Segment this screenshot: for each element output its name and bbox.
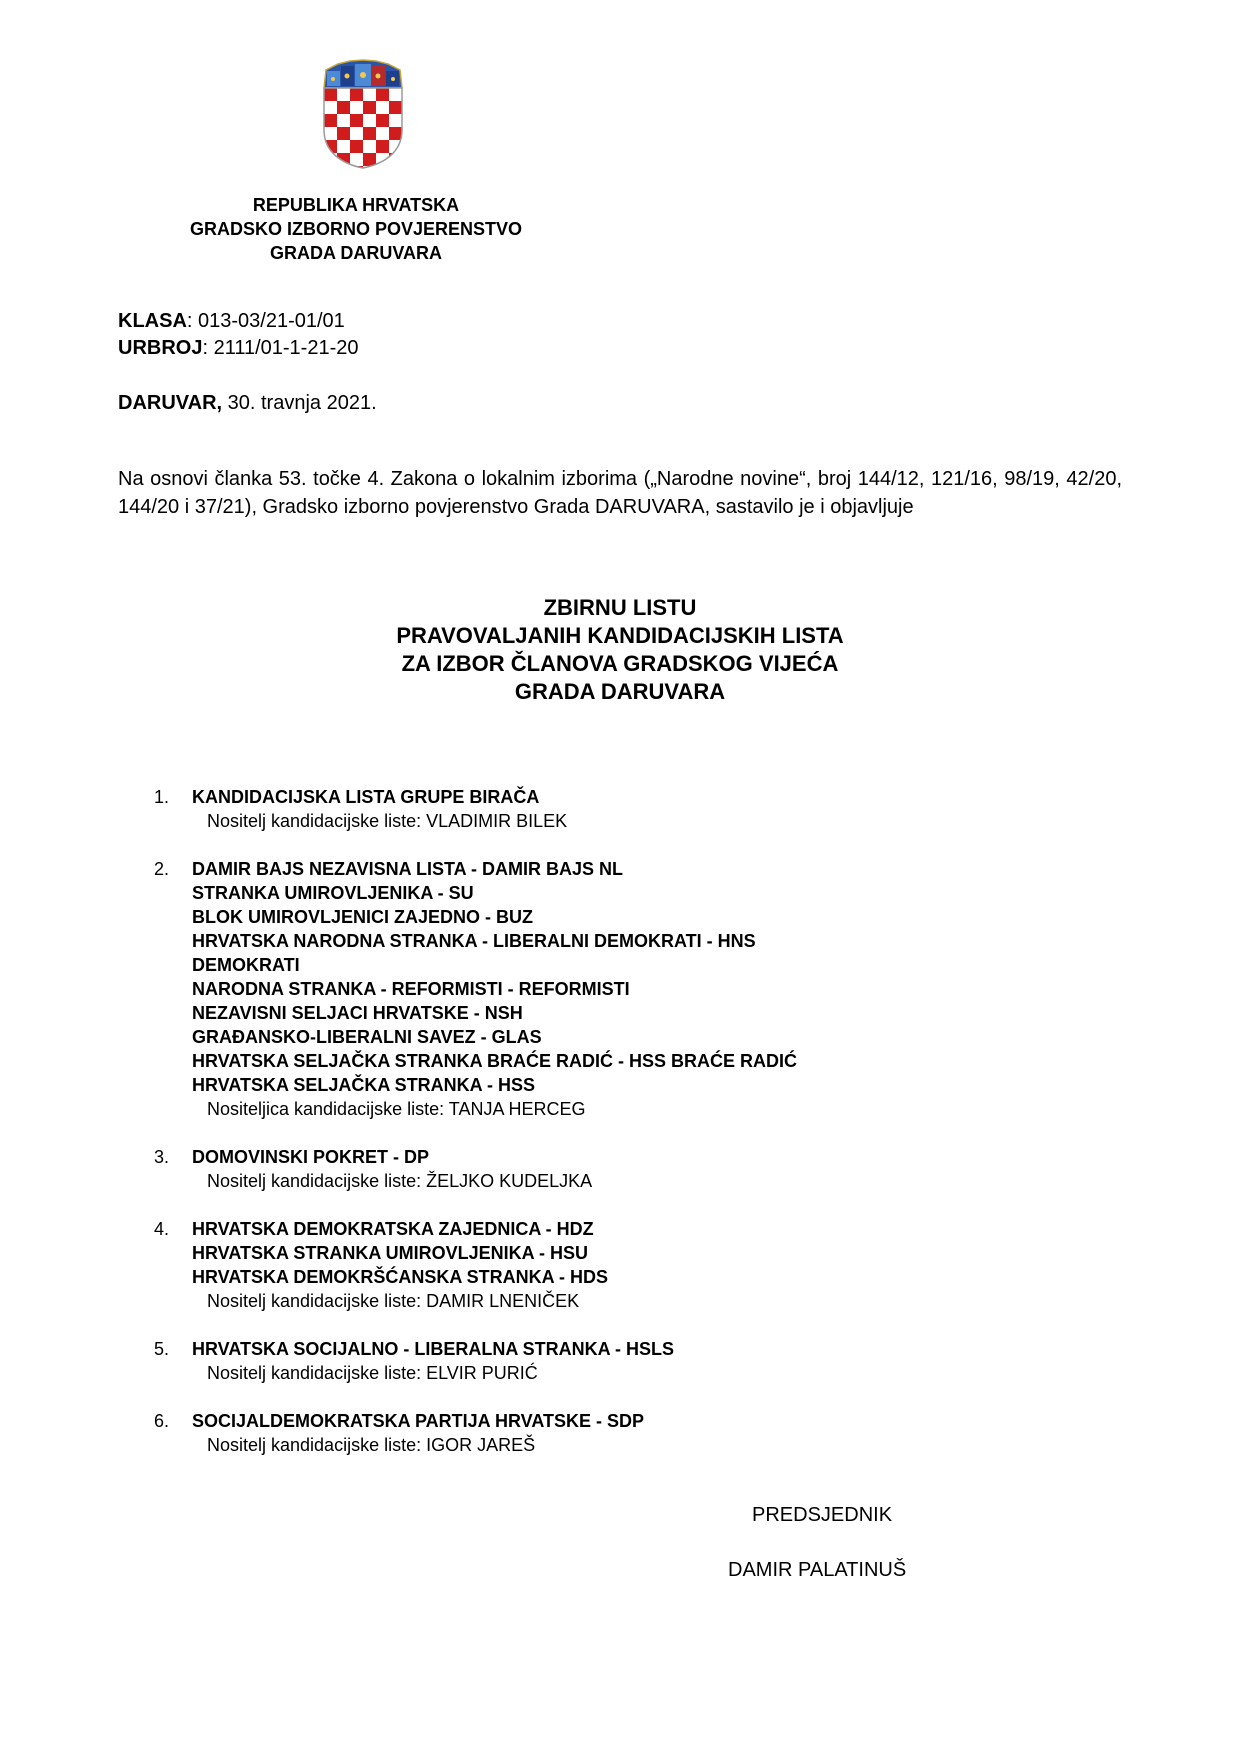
party-name: HRVATSKA DEMOKRATSKA ZAJEDNICA - HDZ — [192, 1219, 594, 1239]
list-number: 4. — [154, 1219, 170, 1239]
list-carrier: Nositelj kandidacijske liste: VLADIMIR BILEK — [207, 811, 568, 831]
list-carrier: Nositeljica kandidacijske liste: TANJA HERCEG — [207, 1099, 586, 1119]
party-name: GRAĐANSKO-LIBERALNI SAVEZ - GLAS — [192, 1027, 542, 1047]
klasa-value: : 013-03/21-01/01 — [186, 310, 345, 332]
party-name: HRVATSKA DEMOKRŠĆANSKA STRANKA - HDS — [192, 1267, 609, 1287]
place-date-line — [118, 390, 377, 417]
list-carrier: Nositelj kandidacijske liste: ŽELJKO KUDELJKA — [207, 1171, 593, 1191]
urbroj-line — [118, 335, 359, 362]
party-name: DAMIR BAJS NEZAVISNA LISTA - DAMIR BAJS NL — [192, 859, 624, 879]
crown-icon — [324, 60, 402, 88]
header-line: GRADSKO IZBORNO POVJERENSTVO — [189, 219, 523, 239]
list-number: 1. — [154, 787, 170, 807]
signature-name: DAMIR PALATINUŠ — [728, 1559, 907, 1581]
party-name: SOCIJALDEMOKRATSKA PARTIJA HRVATSKE - SDP — [192, 1411, 645, 1431]
list-number: 6. — [154, 1411, 170, 1431]
klasa-label: KLASA — [118, 310, 187, 332]
title-line: ZBIRNU LISTU — [543, 595, 697, 620]
party-name: HRVATSKA SELJAČKA STRANKA - HSS — [192, 1075, 536, 1095]
party-name: DEMOKRATI — [192, 955, 300, 975]
urbroj-value: : 2111/01-1-21-20 — [202, 337, 359, 359]
title-line: PRAVOVALJANIH KANDIDACIJSKIH LISTA — [396, 623, 844, 648]
party-name: HRVATSKA SELJAČKA STRANKA BRAĆE RADIĆ - HSS BRAĆE RADIĆ — [192, 1051, 798, 1071]
checkerboard-shield — [318, 88, 408, 170]
party-name: HRVATSKA NARODNA STRANKA - LIBERALNI DEMOKRATI - HNS — [192, 931, 756, 951]
header-line: REPUBLIKA HRVATSKA — [252, 195, 460, 215]
intro-paragraph: Na osnovi članka 53. točke 4. Zakona o lokalnim izborima („Narodne novine“, broj 144/12, 121/16, 98/19, 42/20, 144/20 i 37/21), Gradsko izborno povjerenstvo Grada DARUVARA, sastavilo je i objavljuje — [118, 468, 1122, 518]
party-name: BLOK UMIROVLJENICI ZAJEDNO - BUZ — [192, 907, 534, 927]
list-carrier: Nositelj kandidacijske liste: DAMIR LNENIČEK — [207, 1291, 580, 1311]
klasa-line — [118, 308, 345, 335]
list-carrier: Nositelj kandidacijske liste: IGOR JAREŠ — [207, 1435, 536, 1455]
list-number: 3. — [154, 1147, 170, 1167]
party-name: HRVATSKA STRANKA UMIROVLJENIKA - HSU — [192, 1243, 589, 1263]
header-line: GRADA DARUVARA — [270, 243, 442, 263]
signature-role: PREDSJEDNIK — [752, 1504, 893, 1526]
party-name: DOMOVINSKI POKRET - DP — [192, 1147, 430, 1167]
party-name: STRANKA UMIROVLJENIKA - SU — [192, 883, 474, 903]
party-name: KANDIDACIJSKA LISTA GRUPE BIRAČA — [192, 787, 540, 807]
party-name: NARODNA STRANKA - REFORMISTI - REFORMISTI — [192, 979, 630, 999]
urbroj-label: URBROJ — [118, 337, 203, 359]
coat-of-arms-emblem — [318, 58, 408, 170]
issuing-body — [150, 193, 562, 265]
list-carrier: Nositelj kandidacijske liste: ELVIR PURIĆ — [207, 1363, 538, 1383]
title-line: ZA IZBOR ČLANOVA GRADSKOG VIJEĆA — [401, 651, 839, 676]
party-name: NEZAVISNI SELJACI HRVATSKE - NSH — [192, 1003, 523, 1023]
list-number: 5. — [154, 1339, 170, 1359]
list-number: 2. — [154, 859, 170, 879]
title-line: GRADA DARUVARA — [514, 679, 726, 704]
document-title — [300, 594, 940, 706]
date-value: 30. travnja 2021. — [222, 392, 377, 414]
party-name: HRVATSKA SOCIJALNO - LIBERALNA STRANKA - HSLS — [192, 1339, 675, 1359]
place-label: DARUVAR, — [118, 392, 223, 414]
